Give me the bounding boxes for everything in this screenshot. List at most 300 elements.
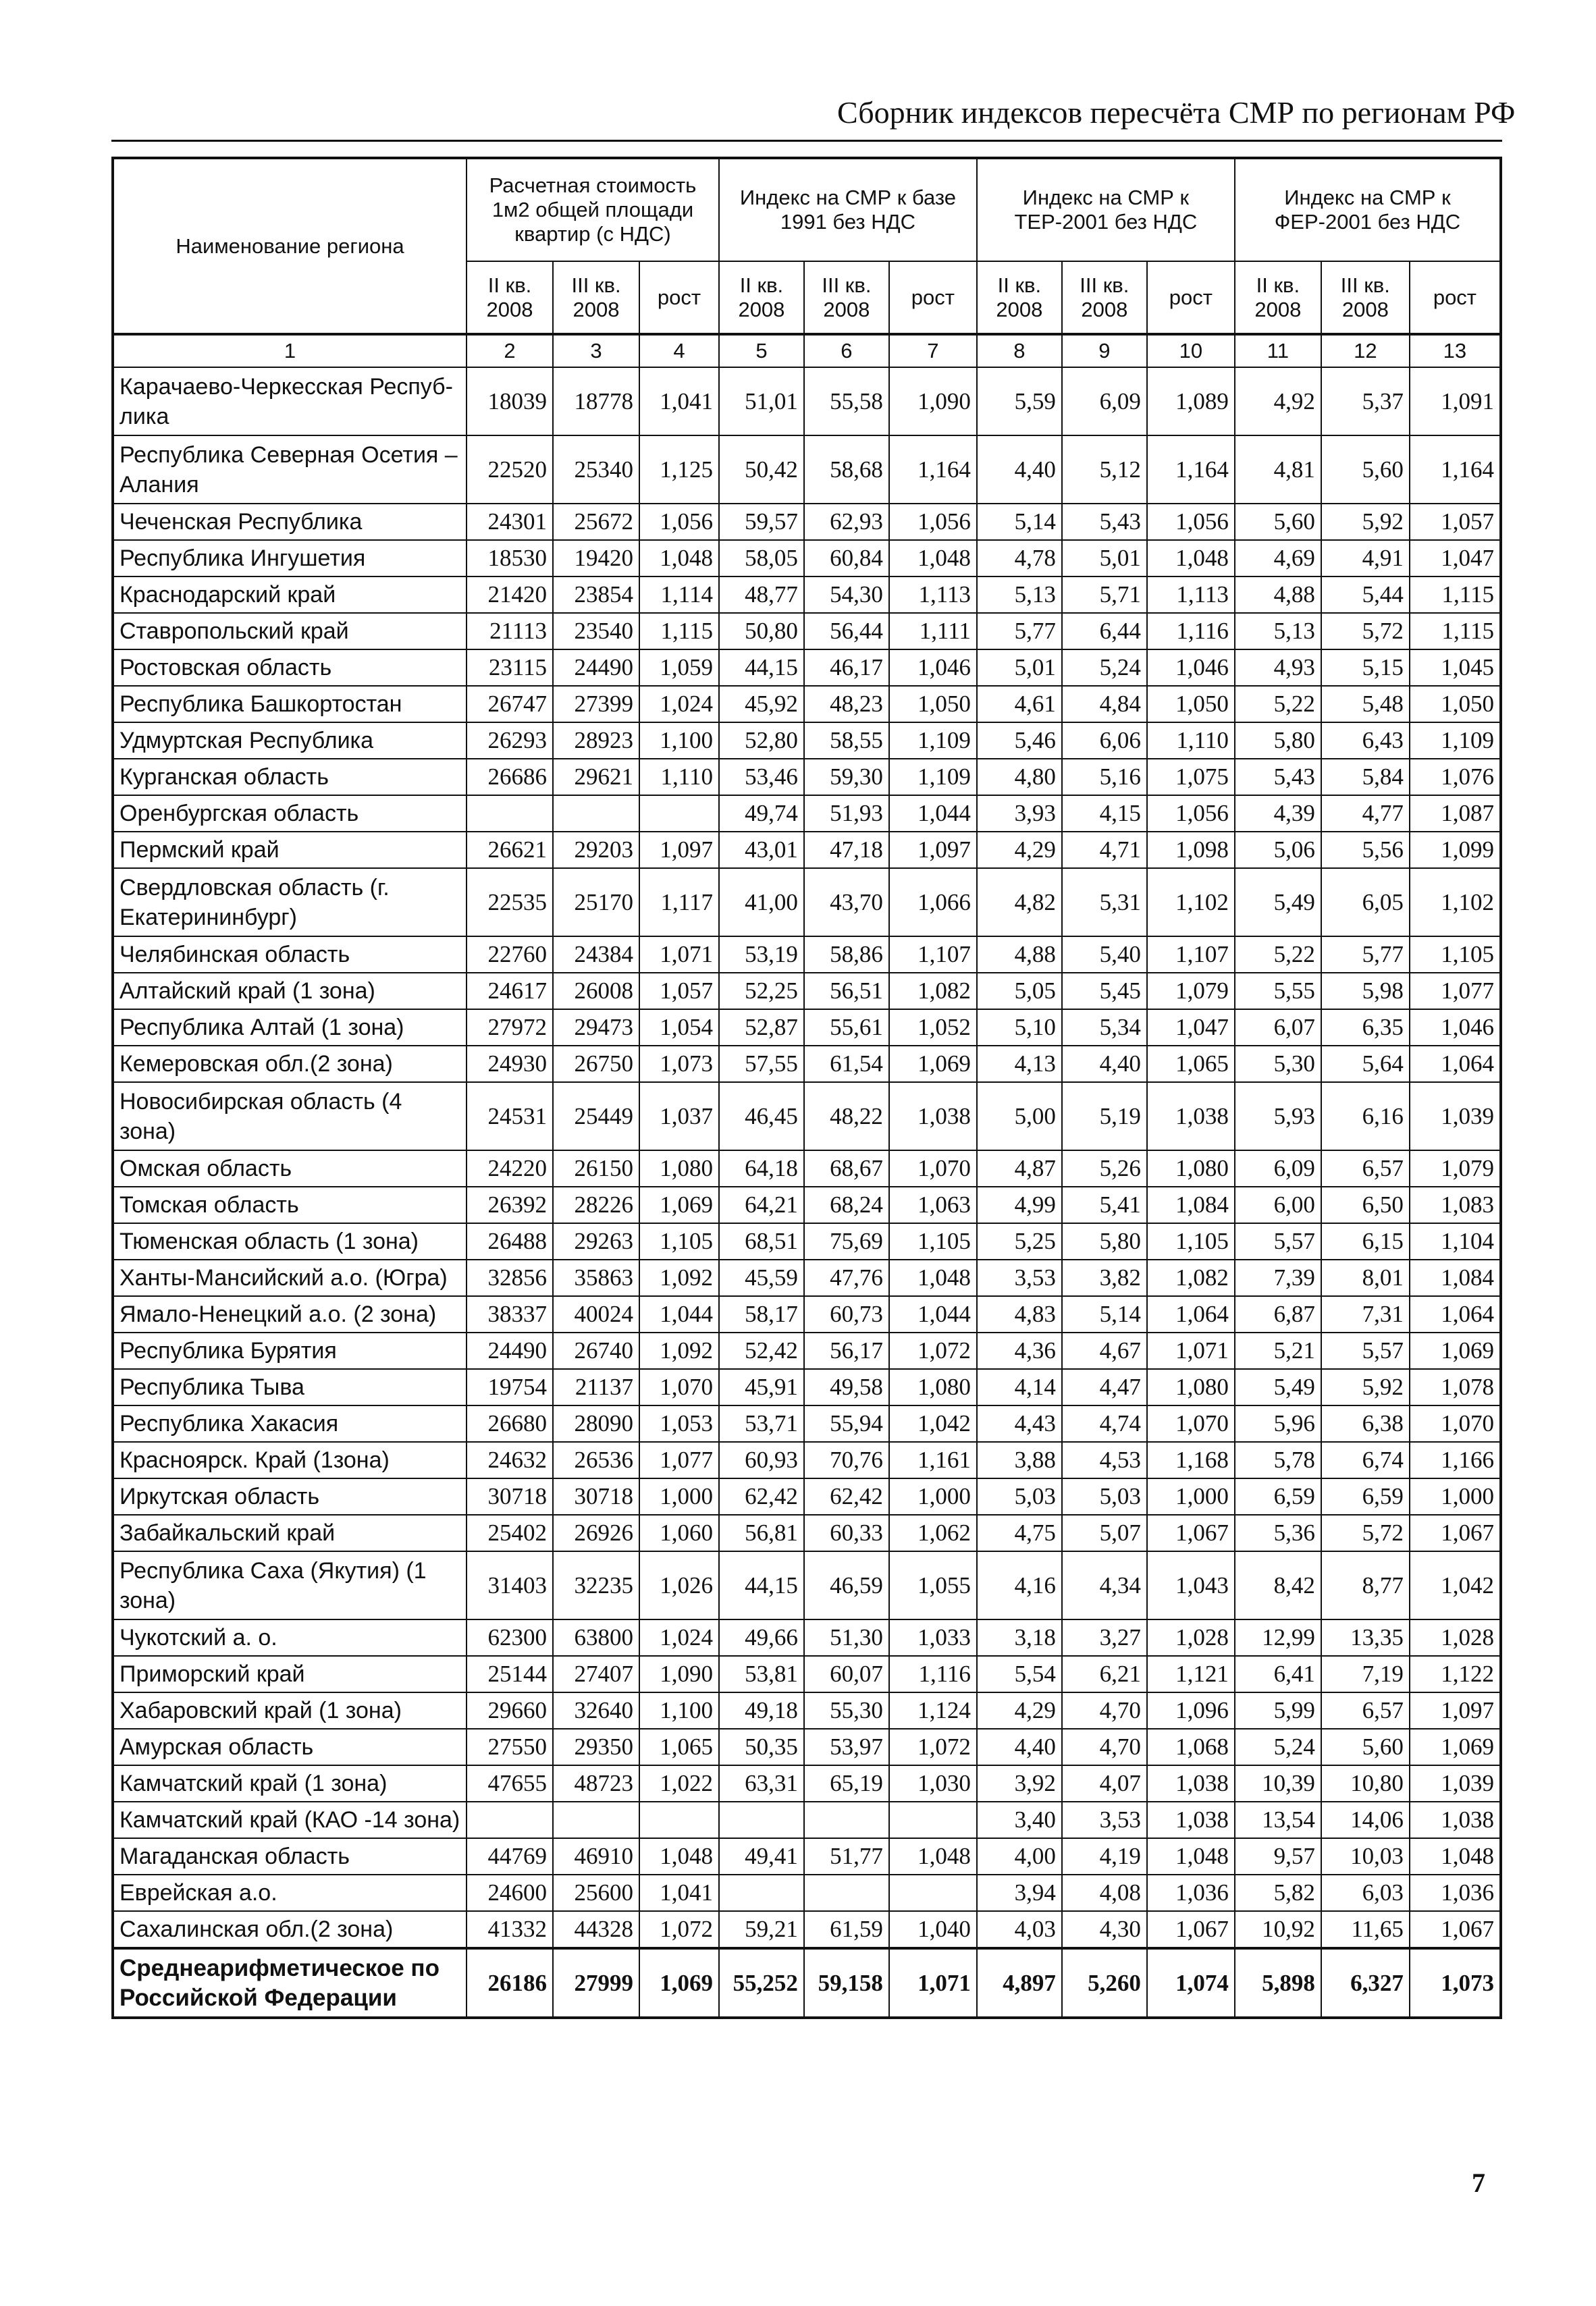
value-cell — [639, 1802, 719, 1838]
value-cell: 60,73 — [804, 1296, 889, 1333]
value-cell: 1,038 — [889, 1082, 977, 1150]
value-cell: 1,084 — [1410, 1260, 1501, 1296]
column-number: 1 — [113, 334, 467, 367]
table-row — [113, 1405, 1501, 1442]
value-cell: 1,071 — [639, 936, 719, 973]
table-row — [113, 1692, 1501, 1729]
value-cell: 51,77 — [804, 1838, 889, 1875]
value-cell: 55,252 — [719, 1948, 804, 2018]
sub-header: III кв. 2008 — [1321, 261, 1410, 334]
value-cell: 8,42 — [1235, 1551, 1321, 1619]
value-cell: 1,057 — [639, 973, 719, 1009]
value-cell: 22535 — [467, 868, 553, 936]
region-name-cell: Курганская область — [113, 759, 467, 795]
value-cell: 22520 — [467, 435, 553, 504]
table-row — [113, 1551, 1501, 1619]
value-cell: 24632 — [467, 1442, 553, 1478]
value-cell: 6,43 — [1321, 722, 1410, 759]
value-cell: 4,29 — [977, 1692, 1062, 1729]
value-cell: 1,097 — [889, 832, 977, 868]
value-cell: 1,096 — [1147, 1692, 1235, 1729]
value-cell: 1,102 — [1147, 868, 1235, 936]
value-cell: 5,13 — [977, 576, 1062, 613]
value-cell: 5,77 — [977, 613, 1062, 649]
region-name-cell: Ставропольский край — [113, 613, 467, 649]
value-cell: 49,66 — [719, 1619, 804, 1656]
table-row — [113, 435, 1501, 504]
value-cell: 65,19 — [804, 1765, 889, 1802]
value-cell: 19420 — [553, 540, 639, 576]
value-cell: 1,056 — [639, 504, 719, 540]
value-cell: 6,87 — [1235, 1296, 1321, 1333]
value-cell: 1,072 — [889, 1729, 977, 1765]
value-cell: 1,069 — [1410, 1333, 1501, 1369]
value-cell: 49,18 — [719, 1692, 804, 1729]
value-cell: 56,17 — [804, 1333, 889, 1369]
value-cell: 1,067 — [1147, 1515, 1235, 1551]
value-cell: 1,070 — [1410, 1405, 1501, 1442]
value-cell: 48,23 — [804, 686, 889, 722]
value-cell: 50,80 — [719, 613, 804, 649]
table-row — [113, 1619, 1501, 1656]
value-cell: 62,42 — [719, 1478, 804, 1515]
value-cell: 58,55 — [804, 722, 889, 759]
value-cell: 30718 — [467, 1478, 553, 1515]
value-cell: 1,097 — [1410, 1692, 1501, 1729]
value-cell: 1,040 — [889, 1911, 977, 1948]
value-cell: 1,073 — [1410, 1948, 1501, 2018]
value-cell: 5,24 — [1062, 649, 1147, 686]
value-cell: 1,114 — [639, 576, 719, 613]
value-cell: 5,12 — [1062, 435, 1147, 504]
index-fer-2001-header: Индекс на СМР к ФЕР-2001 без НДС — [1235, 158, 1501, 261]
value-cell: 1,100 — [639, 1692, 719, 1729]
value-cell: 1,070 — [889, 1150, 977, 1187]
region-name-cell: Тюменская область (1 зона) — [113, 1223, 467, 1260]
value-cell: 1,067 — [1410, 1515, 1501, 1551]
value-cell: 1,084 — [1147, 1187, 1235, 1223]
value-cell: 5,44 — [1321, 576, 1410, 613]
value-cell: 5,06 — [1235, 832, 1321, 868]
value-cell: 6,74 — [1321, 1442, 1410, 1478]
value-cell: 29621 — [553, 759, 639, 795]
value-cell: 59,158 — [804, 1948, 889, 2018]
value-cell: 56,44 — [804, 613, 889, 649]
value-cell: 1,038 — [1147, 1082, 1235, 1150]
value-cell: 13,54 — [1235, 1802, 1321, 1838]
value-cell: 1,038 — [1147, 1802, 1235, 1838]
value-cell: 1,070 — [1147, 1405, 1235, 1442]
value-cell: 4,34 — [1062, 1551, 1147, 1619]
regional-index-table — [111, 157, 1502, 2019]
value-cell: 4,61 — [977, 686, 1062, 722]
group-header-row — [113, 158, 1501, 261]
value-cell: 23115 — [467, 649, 553, 686]
value-cell: 27399 — [553, 686, 639, 722]
value-cell: 24301 — [467, 504, 553, 540]
value-cell: 1,107 — [1147, 936, 1235, 973]
value-cell: 1,048 — [889, 1260, 977, 1296]
value-cell: 58,68 — [804, 435, 889, 504]
value-cell: 3,18 — [977, 1619, 1062, 1656]
value-cell: 6,57 — [1321, 1692, 1410, 1729]
value-cell: 1,077 — [1410, 973, 1501, 1009]
value-cell: 5,00 — [977, 1082, 1062, 1150]
value-cell: 10,92 — [1235, 1911, 1321, 1948]
value-cell: 5,60 — [1235, 504, 1321, 540]
value-cell: 26150 — [553, 1150, 639, 1187]
value-cell: 24490 — [553, 649, 639, 686]
value-cell: 4,40 — [1062, 1046, 1147, 1082]
value-cell: 47,76 — [804, 1260, 889, 1296]
value-cell: 5,43 — [1235, 759, 1321, 795]
value-cell: 38337 — [467, 1296, 553, 1333]
region-name-cell: Сахалинская обл.(2 зона) — [113, 1911, 467, 1948]
region-name-cell: Красноярск. Край (1зона) — [113, 1442, 467, 1478]
value-cell: 3,94 — [977, 1875, 1062, 1911]
region-name-cell: Республика Тыва — [113, 1369, 467, 1405]
value-cell: 6,35 — [1321, 1009, 1410, 1046]
value-cell: 7,39 — [1235, 1260, 1321, 1296]
value-cell: 55,30 — [804, 1692, 889, 1729]
value-cell: 3,27 — [1062, 1619, 1147, 1656]
value-cell: 1,071 — [889, 1948, 977, 2018]
page-number: 7 — [1472, 2168, 1485, 2198]
value-cell: 26747 — [467, 686, 553, 722]
region-name-cell: Среднеарифметическое по Российской Федерации — [113, 1948, 467, 2018]
value-cell: 58,17 — [719, 1296, 804, 1333]
value-cell: 1,069 — [639, 1187, 719, 1223]
value-cell: 10,03 — [1321, 1838, 1410, 1875]
value-cell: 4,13 — [977, 1046, 1062, 1082]
value-cell: 1,050 — [1410, 686, 1501, 722]
total-row — [113, 1948, 1501, 2018]
value-cell: 21420 — [467, 576, 553, 613]
value-cell: 29473 — [553, 1009, 639, 1046]
region-name-cell: Краснодарский край — [113, 576, 467, 613]
value-cell: 5,15 — [1321, 649, 1410, 686]
value-cell: 1,092 — [639, 1333, 719, 1369]
value-cell: 51,30 — [804, 1619, 889, 1656]
value-cell: 21137 — [553, 1369, 639, 1405]
value-cell: 62300 — [467, 1619, 553, 1656]
value-cell: 1,024 — [639, 686, 719, 722]
region-name-cell: Республика Саха (Якутия) (1 зона) — [113, 1551, 467, 1619]
value-cell: 46910 — [553, 1838, 639, 1875]
value-cell: 4,88 — [1235, 576, 1321, 613]
value-cell: 5,49 — [1235, 868, 1321, 936]
value-cell: 1,116 — [889, 1656, 977, 1692]
value-cell: 1,039 — [1410, 1082, 1501, 1150]
value-cell: 21113 — [467, 613, 553, 649]
value-cell: 25600 — [553, 1875, 639, 1911]
value-cell: 4,70 — [1062, 1692, 1147, 1729]
table-row — [113, 686, 1501, 722]
value-cell: 1,067 — [1410, 1911, 1501, 1948]
value-cell: 4,36 — [977, 1333, 1062, 1369]
region-name-cell: Алтайский край (1 зона) — [113, 973, 467, 1009]
value-cell: 5,48 — [1321, 686, 1410, 722]
value-cell: 1,065 — [639, 1729, 719, 1765]
value-cell: 61,59 — [804, 1911, 889, 1948]
value-cell: 51,01 — [719, 367, 804, 435]
value-cell — [804, 1802, 889, 1838]
value-cell: 1,064 — [1410, 1046, 1501, 1082]
value-cell: 6,03 — [1321, 1875, 1410, 1911]
column-number: 2 — [467, 334, 553, 367]
value-cell: 5,46 — [977, 722, 1062, 759]
sub-header: II кв. 2008 — [467, 261, 553, 334]
value-cell: 40024 — [553, 1296, 639, 1333]
value-cell: 5,82 — [1235, 1875, 1321, 1911]
value-cell: 5,96 — [1235, 1405, 1321, 1442]
value-cell: 63800 — [553, 1619, 639, 1656]
table-row — [113, 1656, 1501, 1692]
table-row — [113, 759, 1501, 795]
value-cell: 1,069 — [889, 1046, 977, 1082]
value-cell: 5,80 — [1062, 1223, 1147, 1260]
value-cell: 8,01 — [1321, 1260, 1410, 1296]
value-cell: 68,51 — [719, 1223, 804, 1260]
value-cell: 1,054 — [639, 1009, 719, 1046]
value-cell: 29263 — [553, 1223, 639, 1260]
region-name-cell: Республика Северная Осетия – Алания — [113, 435, 467, 504]
value-cell: 43,70 — [804, 868, 889, 936]
value-cell: 4,30 — [1062, 1911, 1147, 1948]
table-row — [113, 722, 1501, 759]
value-cell: 24384 — [553, 936, 639, 973]
value-cell: 1,117 — [639, 868, 719, 936]
value-cell: 6,00 — [1235, 1187, 1321, 1223]
table-row — [113, 1046, 1501, 1082]
value-cell: 35863 — [553, 1260, 639, 1296]
value-cell: 5,60 — [1321, 435, 1410, 504]
value-cell: 6,21 — [1062, 1656, 1147, 1692]
value-cell: 4,03 — [977, 1911, 1062, 1948]
value-cell: 1,044 — [889, 1296, 977, 1333]
value-cell: 5,10 — [977, 1009, 1062, 1046]
value-cell: 4,47 — [1062, 1369, 1147, 1405]
value-cell: 1,048 — [639, 540, 719, 576]
value-cell: 53,81 — [719, 1656, 804, 1692]
value-cell: 1,056 — [889, 504, 977, 540]
value-cell: 52,25 — [719, 973, 804, 1009]
value-cell: 26926 — [553, 1515, 639, 1551]
value-cell: 18039 — [467, 367, 553, 435]
region-name-cell: Еврейская а.о. — [113, 1875, 467, 1911]
value-cell: 29350 — [553, 1729, 639, 1765]
value-cell: 7,31 — [1321, 1296, 1410, 1333]
value-cell: 1,116 — [1147, 613, 1235, 649]
value-cell: 6,38 — [1321, 1405, 1410, 1442]
value-cell: 1,052 — [889, 1009, 977, 1046]
table-row — [113, 1333, 1501, 1369]
value-cell: 41332 — [467, 1911, 553, 1948]
value-cell: 1,110 — [1147, 722, 1235, 759]
value-cell: 60,33 — [804, 1515, 889, 1551]
value-cell: 1,104 — [1410, 1223, 1501, 1260]
value-cell: 44769 — [467, 1838, 553, 1875]
value-cell: 64,21 — [719, 1187, 804, 1223]
value-cell: 53,19 — [719, 936, 804, 973]
value-cell: 24600 — [467, 1875, 553, 1911]
value-cell: 4,53 — [1062, 1442, 1147, 1478]
table-row — [113, 504, 1501, 540]
value-cell: 44328 — [553, 1911, 639, 1948]
region-name-cell: Кемеровская обл.(2 зона) — [113, 1046, 467, 1082]
value-cell: 62,93 — [804, 504, 889, 540]
value-cell: 23540 — [553, 613, 639, 649]
value-cell: 1,000 — [639, 1478, 719, 1515]
value-cell: 32856 — [467, 1260, 553, 1296]
sub-header: рост — [889, 261, 977, 334]
value-cell: 1,073 — [639, 1046, 719, 1082]
value-cell: 27550 — [467, 1729, 553, 1765]
value-cell: 4,14 — [977, 1369, 1062, 1405]
value-cell: 1,048 — [889, 1838, 977, 1875]
value-cell: 4,29 — [977, 832, 1062, 868]
value-cell: 6,09 — [1062, 367, 1147, 435]
value-cell: 5,24 — [1235, 1729, 1321, 1765]
value-cell: 4,69 — [1235, 540, 1321, 576]
region-name-cell: Пермский край — [113, 832, 467, 868]
value-cell: 4,75 — [977, 1515, 1062, 1551]
value-cell: 1,115 — [1410, 613, 1501, 649]
value-cell: 5,78 — [1235, 1442, 1321, 1478]
value-cell: 3,40 — [977, 1802, 1062, 1838]
value-cell: 1,092 — [639, 1260, 719, 1296]
value-cell: 19754 — [467, 1369, 553, 1405]
value-cell: 4,40 — [977, 435, 1062, 504]
value-cell: 25144 — [467, 1656, 553, 1692]
value-cell: 6,327 — [1321, 1948, 1410, 2018]
value-cell: 4,77 — [1321, 795, 1410, 832]
value-cell — [889, 1875, 977, 1911]
region-name-cell: Республика Бурятия — [113, 1333, 467, 1369]
value-cell: 4,15 — [1062, 795, 1147, 832]
table-row — [113, 1875, 1501, 1911]
value-cell: 18778 — [553, 367, 639, 435]
value-cell: 1,080 — [1147, 1369, 1235, 1405]
value-cell: 1,050 — [889, 686, 977, 722]
value-cell: 4,71 — [1062, 832, 1147, 868]
table-row — [113, 1729, 1501, 1765]
value-cell: 4,897 — [977, 1948, 1062, 2018]
value-cell: 46,45 — [719, 1082, 804, 1150]
value-cell: 55,58 — [804, 367, 889, 435]
value-cell: 5,84 — [1321, 759, 1410, 795]
value-cell: 1,115 — [639, 613, 719, 649]
value-cell: 1,074 — [1147, 1948, 1235, 2018]
value-cell: 1,057 — [1410, 504, 1501, 540]
value-cell: 1,113 — [889, 576, 977, 613]
value-cell: 1,168 — [1147, 1442, 1235, 1478]
value-cell: 9,57 — [1235, 1838, 1321, 1875]
value-cell: 3,88 — [977, 1442, 1062, 1478]
value-cell: 61,54 — [804, 1046, 889, 1082]
value-cell: 59,57 — [719, 504, 804, 540]
value-cell — [804, 1875, 889, 1911]
value-cell: 1,067 — [1147, 1911, 1235, 1948]
value-cell: 1,041 — [639, 1875, 719, 1911]
value-cell: 53,46 — [719, 759, 804, 795]
value-cell: 26686 — [467, 759, 553, 795]
table-row — [113, 613, 1501, 649]
table-row — [113, 1478, 1501, 1515]
value-cell: 26488 — [467, 1223, 553, 1260]
value-cell: 6,41 — [1235, 1656, 1321, 1692]
value-cell: 1,115 — [1410, 576, 1501, 613]
value-cell: 44,15 — [719, 649, 804, 686]
value-cell: 4,80 — [977, 759, 1062, 795]
value-cell: 1,109 — [1410, 722, 1501, 759]
region-name-cell: Камчатский край (КАО -14 зона) — [113, 1802, 467, 1838]
region-name-header: Наименование региона — [113, 158, 467, 334]
value-cell: 24490 — [467, 1333, 553, 1369]
value-cell: 1,070 — [639, 1369, 719, 1405]
value-cell: 12,99 — [1235, 1619, 1321, 1656]
region-name-cell: Республика Ингушетия — [113, 540, 467, 576]
value-cell: 6,44 — [1062, 613, 1147, 649]
value-cell: 1,048 — [889, 540, 977, 576]
value-cell: 1,041 — [639, 367, 719, 435]
value-cell — [639, 795, 719, 832]
value-cell: 1,105 — [1410, 936, 1501, 973]
value-cell: 47655 — [467, 1765, 553, 1802]
value-cell: 48,77 — [719, 576, 804, 613]
value-cell: 75,69 — [804, 1223, 889, 1260]
value-cell: 64,18 — [719, 1150, 804, 1187]
value-cell: 6,05 — [1321, 868, 1410, 936]
region-name-cell: Ямало-Ненецкий а.о. (2 зона) — [113, 1296, 467, 1333]
value-cell: 58,86 — [804, 936, 889, 973]
value-cell: 4,88 — [977, 936, 1062, 973]
value-cell: 1,048 — [1147, 540, 1235, 576]
value-cell: 4,91 — [1321, 540, 1410, 576]
value-cell: 1,045 — [1410, 649, 1501, 686]
page-header-title: Сборник индексов пересчёта СМР по регионам РФ — [837, 95, 1516, 130]
value-cell: 60,84 — [804, 540, 889, 576]
value-cell: 58,05 — [719, 540, 804, 576]
value-cell: 55,61 — [804, 1009, 889, 1046]
value-cell: 46,17 — [804, 649, 889, 686]
value-cell: 5,36 — [1235, 1515, 1321, 1551]
value-cell: 44,15 — [719, 1551, 804, 1619]
region-name-cell: Республика Хакасия — [113, 1405, 467, 1442]
table-row — [113, 1442, 1501, 1478]
value-cell: 5,55 — [1235, 973, 1321, 1009]
value-cell: 1,024 — [639, 1619, 719, 1656]
column-number: 3 — [553, 334, 639, 367]
value-cell: 53,97 — [804, 1729, 889, 1765]
sub-header: III кв. 2008 — [1062, 261, 1147, 334]
value-cell: 5,03 — [1062, 1478, 1147, 1515]
value-cell: 1,105 — [639, 1223, 719, 1260]
value-cell: 1,091 — [1410, 367, 1501, 435]
value-cell: 5,19 — [1062, 1082, 1147, 1150]
value-cell: 1,069 — [1410, 1729, 1501, 1765]
value-cell: 6,59 — [1321, 1478, 1410, 1515]
value-cell: 6,50 — [1321, 1187, 1410, 1223]
value-cell: 1,044 — [639, 1296, 719, 1333]
value-cell: 1,064 — [1147, 1296, 1235, 1333]
value-cell: 56,81 — [719, 1515, 804, 1551]
value-cell: 26008 — [553, 973, 639, 1009]
value-cell: 1,060 — [639, 1515, 719, 1551]
value-cell: 11,65 — [1321, 1911, 1410, 1948]
value-cell: 1,042 — [889, 1405, 977, 1442]
value-cell: 5,45 — [1062, 973, 1147, 1009]
